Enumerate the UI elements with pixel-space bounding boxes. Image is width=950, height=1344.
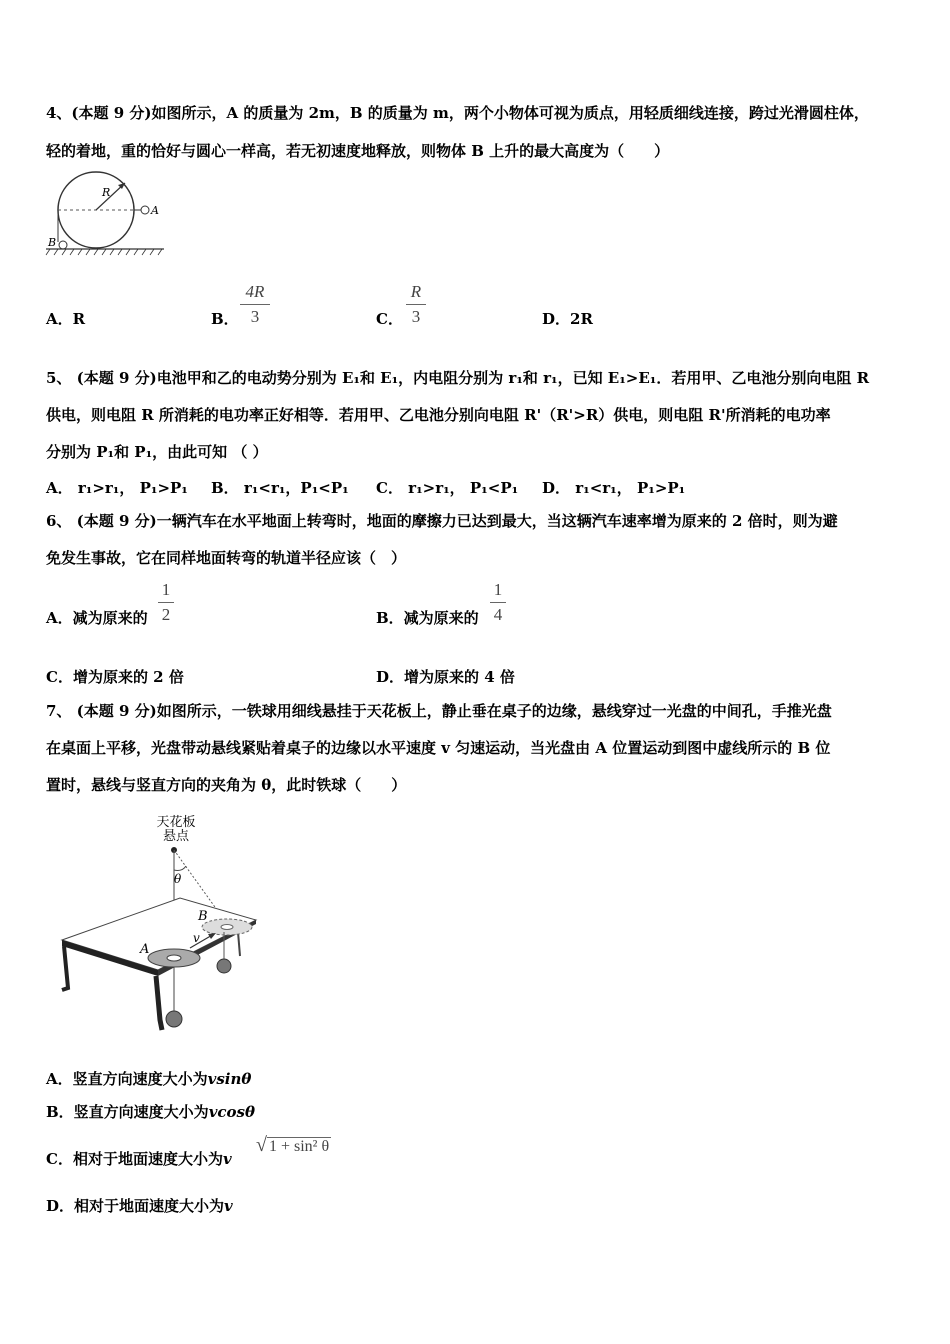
q6-b-fraction: [490, 580, 506, 625]
q6-b-den: 4: [493, 605, 503, 624]
ground-hatch: [46, 249, 162, 255]
q6-option-c[interactable]: C．增为原来的 2 倍: [46, 668, 184, 686]
q6-option-b[interactable]: [376, 607, 479, 628]
q7-option-a[interactable]: [46, 1068, 251, 1089]
q6-a-den: 2: [161, 605, 171, 624]
q7-b-text: B．竖直方向速度大小为: [46, 1103, 209, 1121]
ball-b: [217, 959, 231, 973]
q4-d-prefix: D．: [542, 310, 571, 328]
theta-arc: [174, 866, 186, 871]
q6-a-fraction: [158, 580, 174, 625]
q5-option-c[interactable]: C． r₁>r₁， P₁<P₁: [376, 479, 519, 497]
q7-a-text: A．竖直方向速度大小为: [46, 1070, 208, 1088]
mass-b: [59, 241, 67, 249]
q4-option-c[interactable]: [376, 308, 403, 329]
q7-c-text: C．相对于地面速度大小为: [46, 1150, 223, 1168]
q4-option-d[interactable]: [542, 308, 593, 329]
disc-a-hole: [167, 955, 181, 961]
q4-b-num: 4R: [245, 282, 265, 301]
ball-a: [166, 1011, 182, 1027]
q5-option-b[interactable]: B． r₁<r₁，P₁<P₁: [211, 479, 349, 497]
q4-option-b[interactable]: [211, 308, 239, 329]
q6-option-d[interactable]: D．增为原来的 4 倍: [376, 668, 515, 686]
label-b: B: [48, 236, 57, 249]
q7-table-figure: [40, 808, 270, 1038]
q4-a-prefix: A．: [46, 310, 73, 328]
q4-line2: 轻的着地，重的恰好与圆心一样高，若无初速度地释放，则物体 B 上升的最大高度为（ ）: [46, 142, 670, 160]
q4-d-text: 2R: [570, 310, 593, 328]
q7-line3: 置时，悬线与竖直方向的夹角为 θ，此时铁球（ ）: [46, 776, 407, 794]
q6-line1: 6、 (本题 9 分)一辆汽车在水平地面上转弯时，地面的摩擦力已达到最大，当这辆汽车速率增为原来的 2 倍时，则为避: [46, 512, 838, 530]
q6-b-num: 1: [493, 580, 503, 599]
q7-line2: 在桌面上平移，光盘带动悬线紧贴着桌子的边缘以水平速度 v 匀速运动，当光盘由 A 位置运动到图中虚线所示的 B 位: [46, 739, 831, 757]
q6-line2: 免发生事故，它在同样地面转弯的轨道半径应该（ ）: [46, 549, 407, 567]
mass-a: [141, 206, 149, 214]
q4-cylinder-figure: [42, 168, 172, 260]
q7-option-d[interactable]: [46, 1195, 233, 1216]
q6-option-a[interactable]: [46, 607, 148, 628]
q4-c-prefix: C．: [376, 310, 403, 328]
q7-d-v: v: [224, 1197, 233, 1215]
q4-b-fraction: [240, 282, 270, 327]
q5-line2: 供电，则电阻 R 所消耗的电功率正好相等．若用甲、乙电池分别向电阻 R'（R'>R）供电，则电阻 R'所消耗的电功率: [46, 406, 831, 424]
q6-a-text: A．减为原来的: [46, 609, 148, 627]
q4-option-a[interactable]: [46, 308, 85, 329]
q4-c-fraction: [406, 282, 426, 327]
q6-b-text: B．减为原来的: [376, 609, 479, 627]
q4-a-text: R: [72, 310, 86, 328]
q7-c-sqrt-arg: 1 + sin² θ: [268, 1138, 330, 1155]
label-pivot: 悬点: [162, 829, 190, 844]
q6-a-num: 1: [161, 580, 171, 599]
q7-option-c[interactable]: [46, 1148, 232, 1169]
q5-line1: 5、 (本题 9 分)电池甲和乙的电动势分别为 E₁和 E₁，内电阻分别为 r₁和 r₁，已知 E₁>E₁．若用甲、乙电池分别向电阻 R: [46, 369, 870, 387]
q4-c-num: R: [410, 282, 422, 301]
q7-d-text: D．相对于地面速度大小为: [46, 1197, 225, 1215]
disc-b-hole: [221, 925, 233, 930]
label-ceiling: 天花板: [156, 815, 196, 830]
table-leg-right: [238, 932, 240, 956]
q5-option-a[interactable]: A． r₁>r₁， P₁>P₁: [46, 479, 188, 497]
label-theta: θ: [174, 872, 182, 886]
q7-c-v: v: [222, 1150, 232, 1168]
table-leg-front: [156, 976, 162, 1030]
q5-option-d[interactable]: D． r₁<r₁， P₁>P₁: [542, 479, 686, 497]
label-a: A: [140, 942, 150, 957]
q7-option-b[interactable]: [46, 1101, 255, 1122]
label-a: A: [151, 204, 159, 217]
q4-b-den: 3: [250, 307, 260, 326]
table-leg-left: [62, 946, 68, 990]
q4-line1: 4、(本题 9 分)如图所示，A 的质量为 2m，B 的质量为 m，两个小物体可视为质点，用轻质细线连接，跨过光滑圆柱体，: [46, 104, 869, 122]
q7-c-sqrt: √ 1 + sin² θ: [256, 1134, 330, 1156]
q5-line3: 分别为 P₁和 P₁，由此可知 （ ）: [46, 443, 268, 461]
label-r: R: [102, 186, 111, 199]
q4-c-den: 3: [411, 307, 421, 326]
label-b: B: [198, 909, 208, 924]
q7-line1: 7、 (本题 9 分)如图所示，一铁球用细线悬挂于天花板上，静止垂在桌子的边缘，悬线穿过一光盘的中间孔，手推光盘: [46, 702, 832, 720]
q4-b-prefix: B．: [211, 310, 239, 328]
q7-a-expr: vsinθ: [207, 1070, 252, 1088]
label-v: v: [193, 931, 200, 945]
q7-b-expr: vcosθ: [208, 1103, 255, 1121]
